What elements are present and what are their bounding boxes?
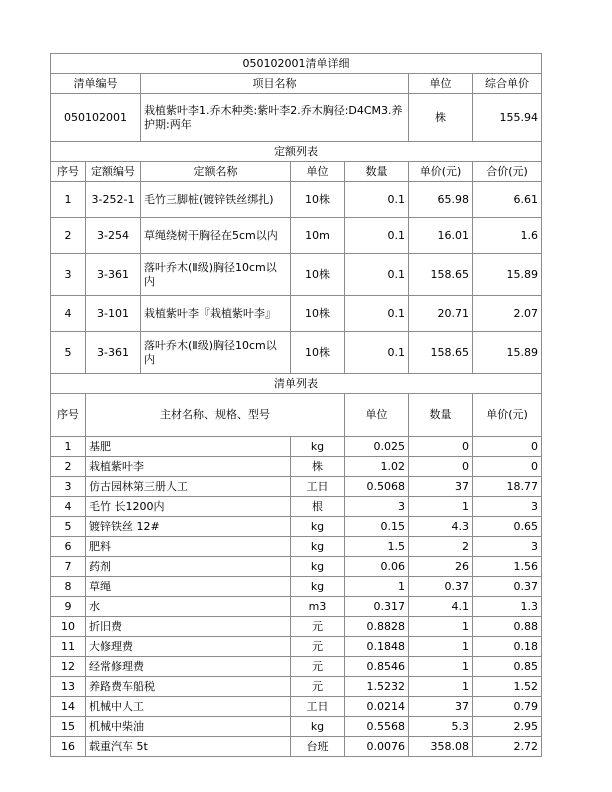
quota-code: 3-361 [86,254,141,296]
quota-qty: 0.1 [345,254,409,296]
material-col-qty: 数量 [409,394,473,437]
quota-row [51,182,542,218]
material-unit: 株 [291,457,345,477]
quota-price: 16.01 [409,218,473,254]
quota-code: 3-252-1 [86,182,141,218]
material-no: 2 [51,457,86,477]
material-name: 养路费车船税 [86,677,291,697]
item-row [51,94,542,142]
item-price-header: 综合单价 [473,74,542,94]
material-name: 机械中人工 [86,697,291,717]
material-price: 1 [409,677,473,697]
material-qty: 1.5232 [345,677,409,697]
material-qty: 1 [345,577,409,597]
page-title: 050102001清单详细 [51,54,542,74]
material-price: 1 [409,657,473,677]
material-row [51,557,542,577]
material-unit: kg [291,717,345,737]
quota-row [51,296,542,332]
quota-col-no: 序号 [51,162,86,182]
material-row [51,697,542,717]
quota-price: 158.65 [409,254,473,296]
quota-row [51,254,542,296]
material-no: 1 [51,437,86,457]
detail-sheet [50,53,542,757]
material-qty: 1.5 [345,537,409,557]
material-total: 0.85 [473,657,542,677]
material-row [51,537,542,557]
material-price: 2 [409,537,473,557]
material-name: 大修理费 [86,637,291,657]
material-name: 栽植紫叶李 [86,457,291,477]
quota-unit: 10m [291,218,345,254]
material-unit: 元 [291,617,345,637]
quota-unit: 10株 [291,182,345,218]
quota-col-code: 定额编号 [86,162,141,182]
material-no: 6 [51,537,86,557]
material-no: 14 [51,697,86,717]
material-total: 0.88 [473,617,542,637]
quota-price: 65.98 [409,182,473,218]
quota-row [51,332,542,374]
quota-no: 1 [51,182,86,218]
material-price: 4.3 [409,517,473,537]
material-rows [51,437,542,757]
quota-col-qty: 数量 [345,162,409,182]
material-row [51,717,542,737]
material-unit: 元 [291,637,345,657]
quota-unit: 10株 [291,332,345,374]
quota-row [51,218,542,254]
quota-price: 158.65 [409,332,473,374]
material-unit: 台班 [291,737,345,757]
item-header-row [51,74,542,94]
quota-col-total: 合价(元) [473,162,542,182]
quota-total: 15.89 [473,332,542,374]
item-name-header: 项目名称 [141,74,409,94]
material-name: 机械中柴油 [86,717,291,737]
material-row [51,477,542,497]
material-unit: kg [291,577,345,597]
material-no: 10 [51,617,86,637]
material-qty: 3 [345,497,409,517]
material-price: 1 [409,497,473,517]
detail-table [50,53,542,757]
quota-qty: 0.1 [345,296,409,332]
material-qty: 0.5068 [345,477,409,497]
material-no: 12 [51,657,86,677]
material-qty: 1.02 [345,457,409,477]
material-total: 0.65 [473,517,542,537]
material-price: 358.08 [409,737,473,757]
material-row [51,597,542,617]
quota-section-title-row [51,142,542,162]
quota-col-name: 定额名称 [141,162,291,182]
material-row [51,517,542,537]
material-no: 8 [51,577,86,597]
quota-unit: 10株 [291,296,345,332]
material-total: 2.72 [473,737,542,757]
material-qty: 0.025 [345,437,409,457]
material-col-price: 单价(元) [473,394,542,437]
material-no: 4 [51,497,86,517]
material-unit: 工日 [291,477,345,497]
material-name: 草绳 [86,577,291,597]
material-price: 37 [409,697,473,717]
item-unit: 株 [409,94,473,142]
item-code: 050102001 [51,94,141,142]
title-row [51,54,542,74]
material-price: 1 [409,637,473,657]
quota-total: 2.07 [473,296,542,332]
material-col-unit: 单位 [345,394,409,437]
item-price: 155.94 [473,94,542,142]
quota-qty: 0.1 [345,332,409,374]
material-unit: 元 [291,657,345,677]
quota-no: 3 [51,254,86,296]
material-no: 16 [51,737,86,757]
quota-total: 15.89 [473,254,542,296]
material-no: 5 [51,517,86,537]
material-total: 18.77 [473,477,542,497]
material-row [51,497,542,517]
material-price: 26 [409,557,473,577]
material-no: 15 [51,717,86,737]
material-row [51,677,542,697]
quota-header-row [51,162,542,182]
quota-section-title: 定额列表 [51,142,542,162]
material-unit: kg [291,517,345,537]
material-total: 0 [473,437,542,457]
material-price: 4.1 [409,597,473,617]
item-unit-header: 单位 [409,74,473,94]
quota-price: 20.71 [409,296,473,332]
material-name: 经常修理费 [86,657,291,677]
material-name: 基肥 [86,437,291,457]
material-total: 1.3 [473,597,542,617]
quota-name: 栽植紫叶李『栽植紫叶李』 [141,296,291,332]
material-unit: kg [291,557,345,577]
material-price: 5.3 [409,717,473,737]
material-unit: m3 [291,597,345,617]
material-name: 仿古园林第三册人工 [86,477,291,497]
material-qty: 0.8828 [345,617,409,637]
quota-total: 6.61 [473,182,542,218]
quota-code: 3-361 [86,332,141,374]
material-no: 13 [51,677,86,697]
material-name: 折旧费 [86,617,291,637]
material-unit: kg [291,537,345,557]
material-total: 2.95 [473,717,542,737]
material-qty: 0.317 [345,597,409,617]
material-qty: 0.0076 [345,737,409,757]
material-qty: 0.8546 [345,657,409,677]
quota-code: 3-101 [86,296,141,332]
material-name: 镀锌铁丝 12# [86,517,291,537]
quota-name: 落叶乔木(Ⅱ级)胸径10cm以内 [141,254,291,296]
material-no: 3 [51,477,86,497]
material-total: 0.18 [473,637,542,657]
quota-col-price: 单价(元) [409,162,473,182]
material-row [51,617,542,637]
material-price: 1 [409,617,473,637]
quota-no: 5 [51,332,86,374]
material-row [51,577,542,597]
material-col-name: 主材名称、规格、型号 [86,394,345,437]
material-name: 药剂 [86,557,291,577]
material-price: 0 [409,457,473,477]
material-qty: 0.5568 [345,717,409,737]
material-total: 3 [473,537,542,557]
material-unit: 根 [291,497,345,517]
quota-no: 4 [51,296,86,332]
material-qty: 0.1848 [345,637,409,657]
material-no: 7 [51,557,86,577]
quota-name: 落叶乔木(Ⅱ级)胸径10cm以内 [141,332,291,374]
quota-qty: 0.1 [345,182,409,218]
material-qty: 0.0214 [345,697,409,717]
quota-name: 草绳绕树干胸径在5cm以内 [141,218,291,254]
material-no: 9 [51,597,86,617]
material-row [51,437,542,457]
material-total: 0 [473,457,542,477]
material-unit: 元 [291,677,345,697]
material-unit: 工日 [291,697,345,717]
material-name: 毛竹 长1200内 [86,497,291,517]
item-code-header: 清单编号 [51,74,141,94]
material-row [51,637,542,657]
material-name: 载重汽车 5t [86,737,291,757]
material-name: 肥料 [86,537,291,557]
item-name: 栽植紫叶李1.乔木种类:紫叶李2.乔木胸径:D4CM3.养护期:两年 [141,94,409,142]
material-no: 11 [51,637,86,657]
quota-qty: 0.1 [345,218,409,254]
quota-col-unit: 单位 [291,162,345,182]
material-row [51,457,542,477]
quota-no: 2 [51,218,86,254]
material-qty: 0.06 [345,557,409,577]
material-name: 水 [86,597,291,617]
quota-total: 1.6 [473,218,542,254]
material-section-title-row [51,374,542,394]
material-total: 1.52 [473,677,542,697]
material-price: 0.37 [409,577,473,597]
material-total: 1.56 [473,557,542,577]
material-header-row [51,394,542,437]
quota-code: 3-254 [86,218,141,254]
material-section-title: 清单列表 [51,374,542,394]
material-row [51,737,542,757]
material-price: 37 [409,477,473,497]
quota-unit: 10株 [291,254,345,296]
material-unit: kg [291,437,345,457]
material-col-no: 序号 [51,394,86,437]
quota-name: 毛竹三脚桩(镀锌铁丝绑扎) [141,182,291,218]
material-total: 0.79 [473,697,542,717]
material-total: 3 [473,497,542,517]
material-price: 0 [409,437,473,457]
material-total: 0.37 [473,577,542,597]
material-qty: 0.15 [345,517,409,537]
material-row [51,657,542,677]
